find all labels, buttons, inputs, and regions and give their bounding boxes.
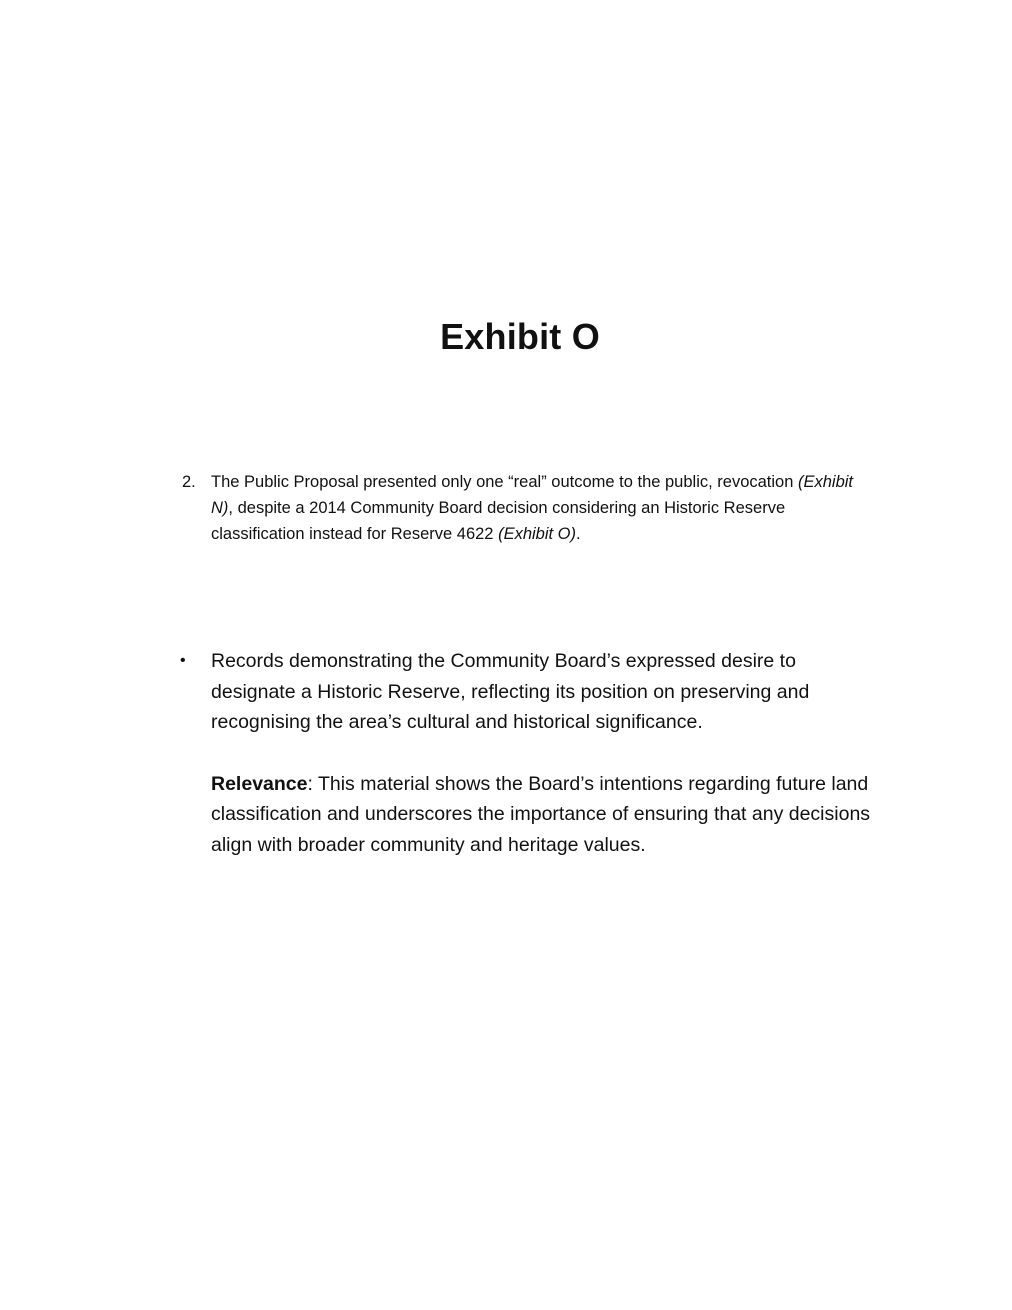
bullet-icon: • xyxy=(180,652,186,669)
page-title: Exhibit O xyxy=(440,316,600,357)
exhibit-o-reference: (Exhibit O) xyxy=(498,525,577,543)
relevance-label: Relevance xyxy=(211,772,308,795)
list-number: 2. xyxy=(182,473,196,491)
bullet-description: Records demonstrating the Community Board’s expressed desire to designate a Historic Reserve, reflecting its position on preserving and recognising the area’s cultural and historical significance. xyxy=(211,650,810,733)
bullet-list-item xyxy=(180,646,880,860)
bullet-item-body xyxy=(211,646,880,860)
numbered-list-item xyxy=(182,469,872,547)
relevance-paragraph xyxy=(211,769,880,861)
numbered-item-text xyxy=(211,469,872,547)
numbered-text-part-3: . xyxy=(576,525,581,543)
exhibit-n-reference: (Exhibit N) xyxy=(211,473,854,517)
numbered-text-part-1: The Public Proposal presented only one “real” outcome to the public, revocation xyxy=(211,473,798,491)
relevance-text: : This material shows the Board’s intentions regarding future land classification and underscores the importance of ensuring that any decisions align with broader community and heritage values. xyxy=(211,772,871,856)
numbered-text-part-2: , despite a 2014 Community Board decision considering an Historic Reserve classification instead for Reserve 4622 xyxy=(211,499,786,543)
